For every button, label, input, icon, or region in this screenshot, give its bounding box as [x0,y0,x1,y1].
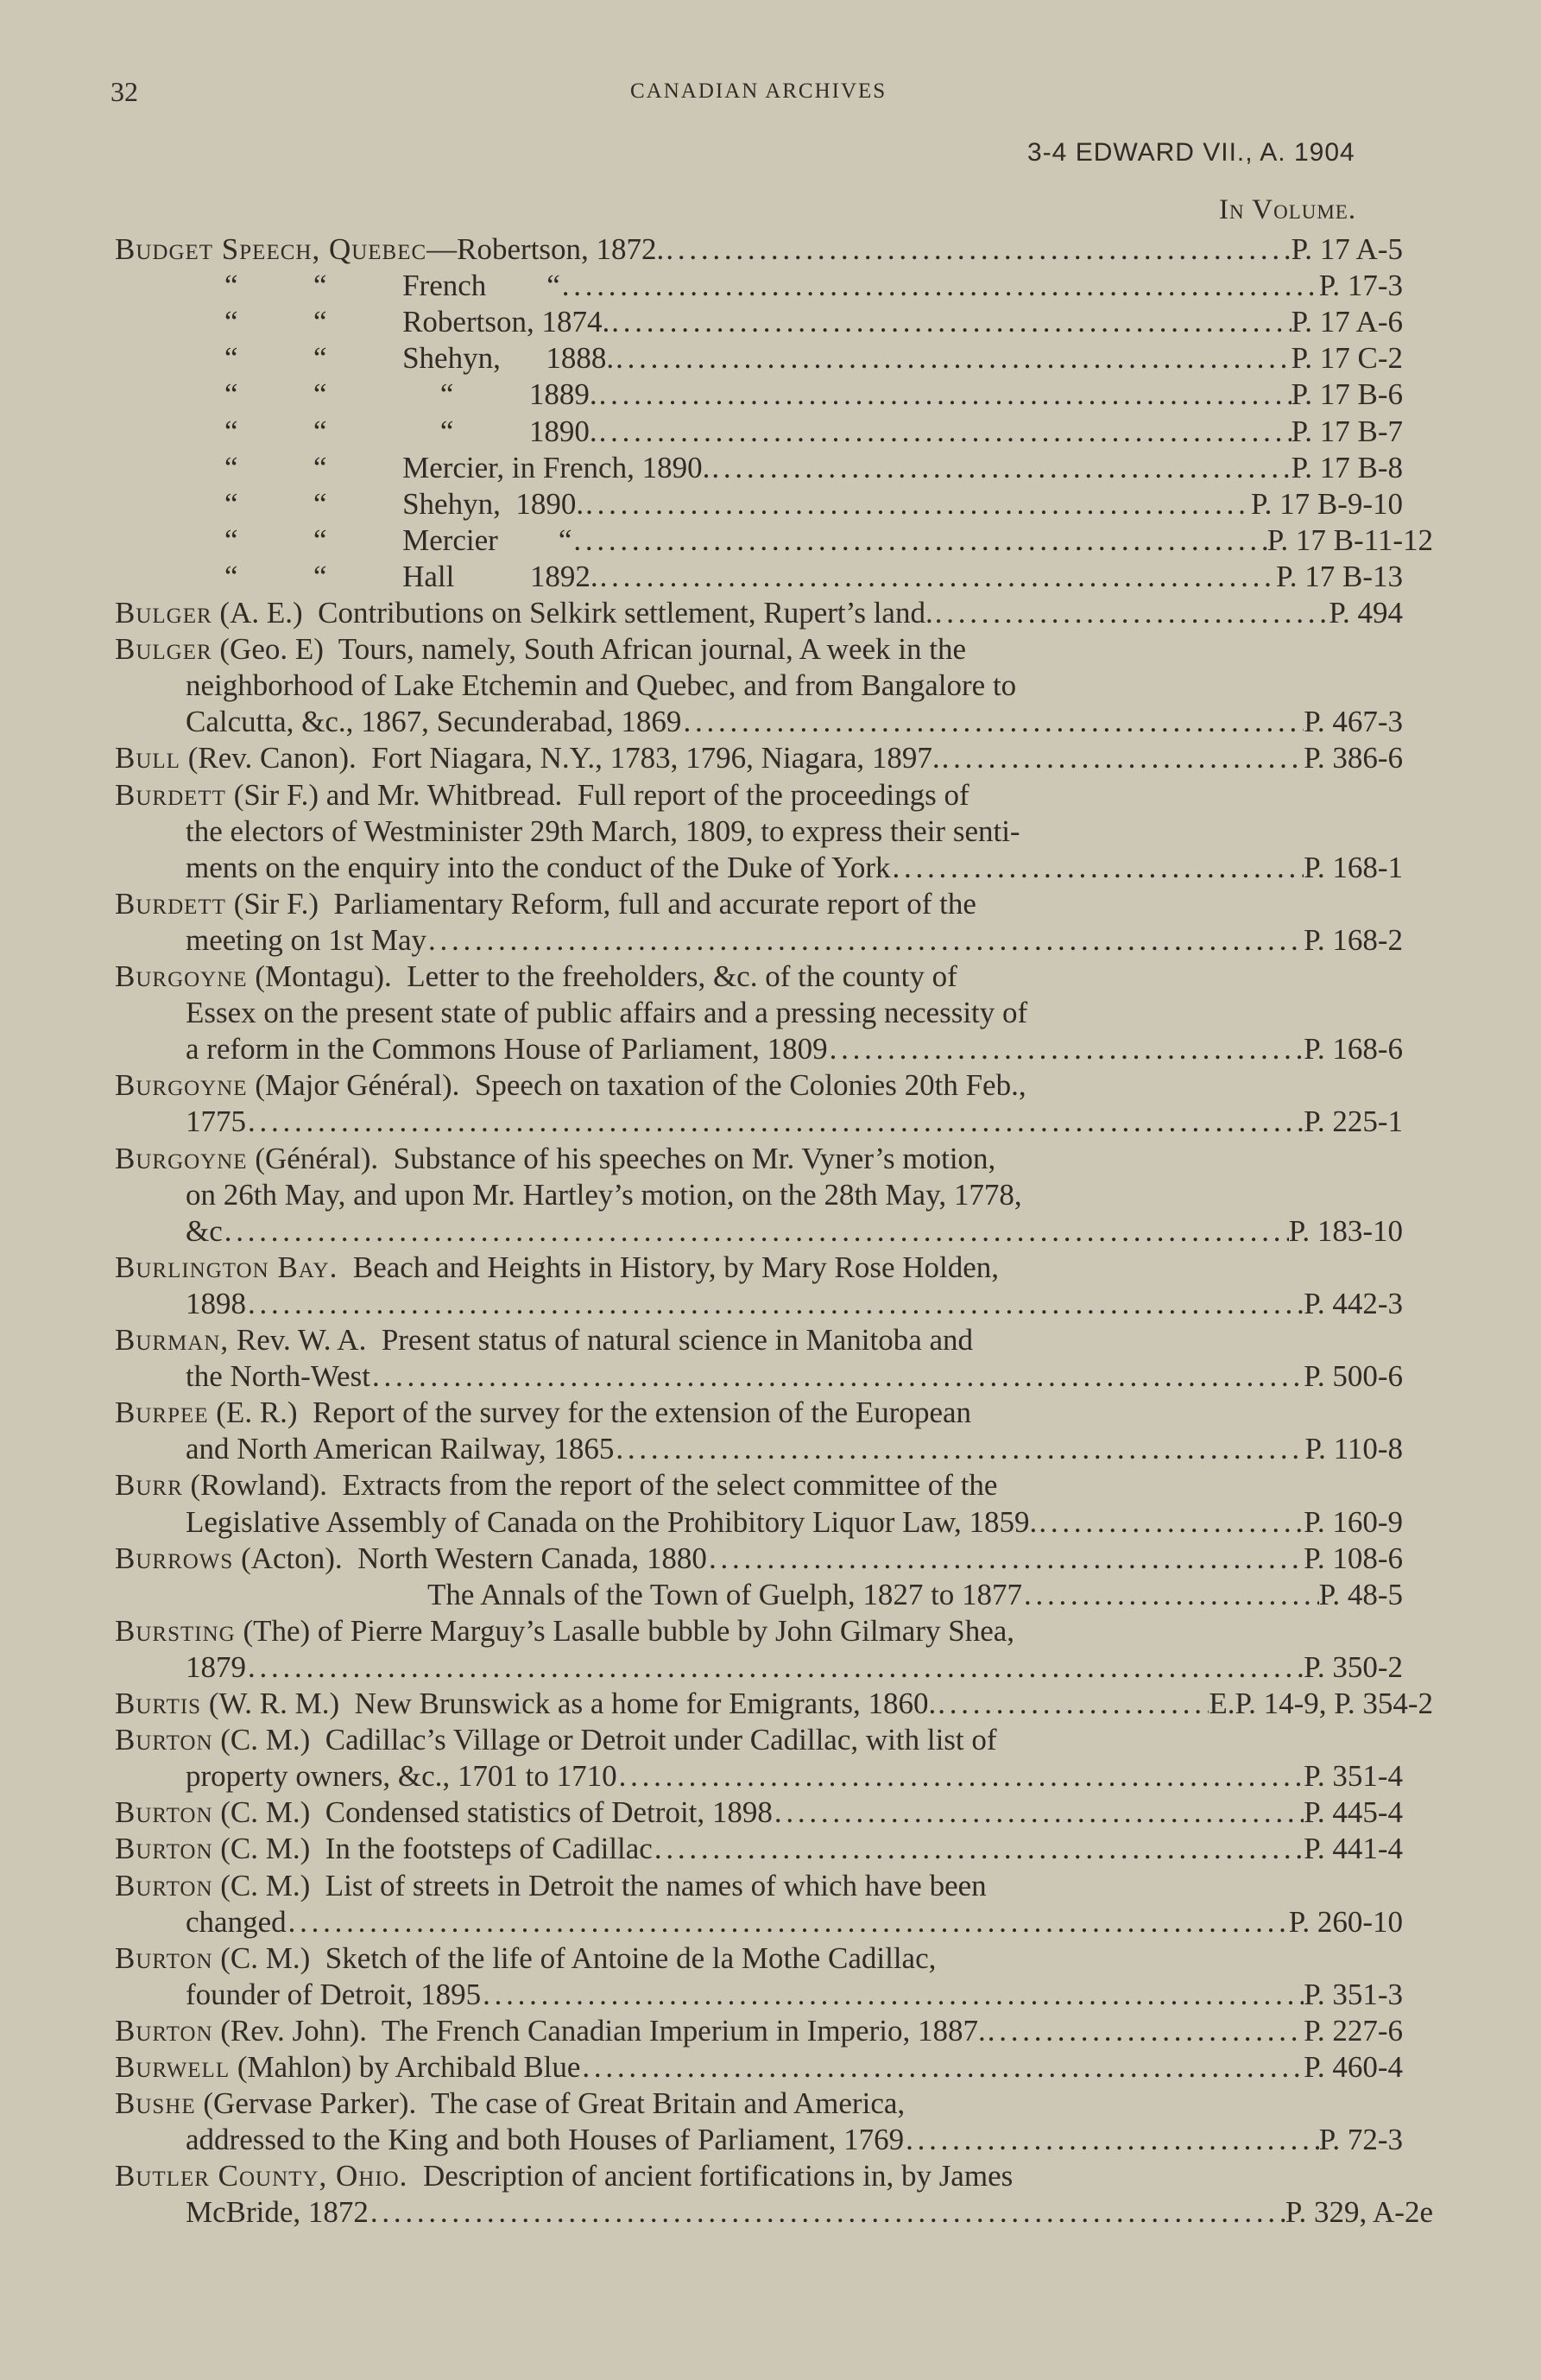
volume-reference: P. 351-4 [1304,1759,1403,1794]
index-line [186,1431,1403,1467]
index-line [224,486,1403,522]
entry-text: founder of Detroit, 1895 [186,1977,482,2011]
volume-reference: P. 48-5 [1318,1577,1403,1611]
entry-heading: Burtis [115,1687,202,1720]
index-line [224,340,1403,377]
entry-text: (A. E.) Contributions on Selkirk settlement, Rupert’s land. [212,596,933,630]
index-line [115,740,1403,776]
index-line [115,2013,1403,2049]
index-line [224,522,1433,559]
volume-reference: P. 350-2 [1304,1649,1403,1684]
entry-text: (Montagu). Letter to the freeholders, &c. of the county of [247,959,957,993]
entry-text: “ “ Shehyn, 1888. [224,341,615,376]
index-line [115,1722,997,1758]
entry-text: The Annals of the Town of Guelph, 1827 to 1877 [427,1577,1023,1611]
entry-heading: Burdett [115,886,226,921]
entry-heading: Bushe [115,2086,196,2121]
dot-leader [619,1758,1304,1794]
entry-heading: Bull [115,741,180,775]
entry-heading: Burlington Bay. [115,1250,338,1284]
volume-reference: P. 445-4 [1304,1795,1403,1830]
entry-text: (C. M.) List of streets in Detroit the names of which have been [212,1868,987,1902]
index-line [115,1467,997,1503]
entry-text: Essex on the present state of public affairs and a pressing necessity of [186,996,1028,1030]
entry-text: Description of ancient fortifications in, by James [407,2159,1014,2193]
index-line [186,1177,1022,1213]
dot-leader [988,2013,1304,2049]
volume-reference: P. 168-1 [1304,850,1403,884]
volume-reference: P. 441-4 [1304,1832,1403,1866]
entry-text: (The) of Pierre Marguy’s Lasalle bubble by John Gilmary Shea, [235,1613,1015,1648]
index-line [115,959,957,995]
entry-text: a reform in the Commons House of Parliament, 1809 [186,1032,828,1067]
dot-leader [600,559,1277,595]
entry-text: on 26th May, and upon Mr. Hartley’s motion, on the 28th May, 1778, [186,1177,1022,1212]
dot-leader [654,1831,1304,1867]
dot-leader [562,268,1319,304]
index-line [186,668,1016,704]
volume-reference: P. 17 B-13 [1276,559,1403,593]
dot-leader [248,1649,1304,1686]
dot-leader [709,1541,1304,1577]
volume-reference: P. 467-3 [1304,705,1403,739]
entry-text: Beach and Heights in History, by Mary Rose Holden, [338,1250,1000,1284]
entry-text: Legislative Assembly of Canada on the Prohibitory Liquor Law, 1859. [186,1504,1038,1539]
index-line [115,1831,1403,1867]
entry-text: 1775 [186,1105,246,1139]
dot-leader [683,704,1304,740]
entry-heading: Bulger [115,596,212,630]
index-line [186,1977,1403,2013]
session-label: 3-4 EDWARD VII., A. 1904 [1027,138,1355,167]
index-line [115,1868,987,1904]
entry-heading: Burgoyne [115,1068,248,1103]
dot-leader [288,1904,1289,1940]
entry-text: (Sir F.) Parliamentary Reform, full and accurate report of the [225,886,976,921]
entry-heading: Burwell [115,2050,231,2084]
dot-leader [428,922,1304,959]
index-line [186,1904,1403,1940]
entry-text: —Robertson, 1872. [426,232,665,266]
index-line [224,450,1403,486]
entry-text: the North-West [186,1359,370,1394]
volume-reference: P. 351-3 [1304,1977,1403,2011]
dot-leader [585,486,1251,522]
entry-text: addressed to the King and both Houses of Parliament, 1769 [186,2123,905,2157]
entry-text: “ “ “ 1889. [224,377,597,412]
dot-leader [666,231,1291,268]
index-line [186,2122,1403,2158]
index-line [186,1649,1403,1686]
dot-leader [1024,1577,1319,1613]
entry-heading: Burpee [115,1396,209,1430]
dot-leader [938,1686,1209,1722]
entry-text: (E. R.) Report of the survey for the extension of the European [208,1396,972,1430]
volume-reference: P. 17 B-8 [1291,450,1403,484]
entry-text: “ “ French “ [224,269,560,303]
dot-leader [582,2049,1304,2086]
entry-text: (Rowland). Extracts from the report of the select committee of the [182,1468,998,1503]
index-line [115,886,976,922]
index-line [186,1358,1403,1395]
volume-reference: P. 110-8 [1304,1432,1403,1466]
entry-heading: Burton [115,1940,213,1975]
dot-leader [599,377,1292,413]
volume-reference: P. 72-3 [1318,2123,1403,2157]
index-line [224,559,1403,595]
entry-text: (C. M.) In the footsteps of Cadillac [212,1832,653,1866]
index-line [224,304,1403,340]
volume-reference: P. 17 B-7 [1291,414,1403,448]
index-line [115,1067,1026,1104]
dot-leader [224,1213,1289,1250]
volume-reference: P. 183-10 [1288,1213,1403,1248]
dot-leader [483,1977,1304,2013]
volume-reference: P. 17 B-6 [1291,377,1403,412]
dot-leader [935,595,1329,631]
dot-leader [774,1794,1304,1831]
entry-text: “ “ Mercier, in French, 1890. [224,450,711,484]
volume-reference: P. 17 B-9-10 [1251,486,1403,521]
dot-leader [711,450,1291,486]
index-line [186,850,1403,886]
entry-heading: Burgoyne [115,1141,248,1175]
dot-leader [893,850,1304,886]
index-line [115,2086,905,2122]
volume-reference: P. 17 C-2 [1291,341,1403,376]
entry-text: “ “ Hall 1892. [224,559,598,593]
entry-text: 1898 [186,1286,246,1320]
entry-heading: Burton [115,2013,213,2048]
running-title: CANADIAN ARCHIVES [630,79,887,103]
volume-reference: P. 494 [1329,596,1403,630]
entry-text: “ “ Mercier “ [224,522,572,557]
dot-leader [616,1431,1304,1467]
entry-text: 1879 [186,1649,246,1684]
entry-text: Calcutta, &c., 1867, Secunderabad, 1869 [186,705,682,739]
volume-reference: P. 160-9 [1304,1504,1403,1539]
entry-text: McBride, 1872 [186,2195,369,2230]
entry-heading: Burton [115,1795,213,1830]
entry-heading: Budget Speech, Quebec [115,232,427,266]
index-line [186,813,1020,850]
dot-leader [611,304,1291,340]
volume-reference: P. 225-1 [1304,1105,1403,1139]
page-number: 32 [111,76,138,107]
index-line [224,377,1403,413]
index-line [115,1250,999,1286]
entry-text: (C. M.) Condensed statistics of Detroit, 1898 [212,1795,773,1830]
index-line [427,1577,1403,1613]
volume-reference: P. 460-4 [1304,2050,1403,2084]
index-line [115,1322,973,1358]
volume-reference: E.P. 14-9, P. 354-2 [1209,1687,1433,1720]
index-line [224,414,1403,450]
index-line [186,1104,1403,1140]
volume-reference: P. 17 B-11-12 [1266,522,1433,557]
index-line [224,268,1403,304]
entry-heading: Bulger [115,632,212,667]
index-line [115,1395,971,1431]
index-line [186,2194,1433,2231]
volume-reference: P. 386-6 [1304,741,1403,775]
index-line [115,595,1403,631]
entry-text: (C. M.) Cadillac’s Village or Detroit under Cadillac, with list of [212,1723,997,1757]
volume-reference: P. 17 A-5 [1291,232,1403,266]
entry-text: (Général). Substance of his speeches on Mr. Vyner’s motion, [247,1141,996,1175]
entry-text: property owners, &c., 1701 to 1710 [186,1759,617,1794]
volume-reference: P. 108-6 [1304,1541,1403,1575]
dot-leader [248,1286,1304,1322]
index-line [115,1686,1433,1722]
entry-text: Rev. W. A. Present status of natural science in Manitoba and [229,1323,974,1357]
dot-leader [906,2122,1319,2158]
dot-leader [599,414,1292,450]
dot-leader [573,522,1266,559]
index-line [186,704,1403,740]
index-line [115,631,966,668]
index-line [186,1286,1403,1322]
entry-text: (Sir F.) and Mr. Whitbread. Full report of the proceedings of [225,777,969,812]
entry-heading: Burdett [115,777,226,812]
dot-leader [248,1104,1304,1140]
entry-text: (Major Général). Speech on taxation of the Colonies 20th Feb., [247,1068,1026,1103]
entry-text: changed [186,1904,287,1939]
entry-heading: Burrows [115,1541,234,1575]
entry-text: “ “ Robertson, 1874. [224,305,610,339]
dot-leader [370,2194,1285,2231]
entry-heading: Burton [115,1723,213,1757]
entry-text: the electors of Westminister 29th March, 1809, to express their senti- [186,813,1020,848]
index-line [115,1940,936,1977]
index-line [115,231,1403,268]
volume-reference: P. 260-10 [1288,1904,1403,1939]
index-line [186,995,1027,1031]
dot-leader [942,740,1304,776]
dot-leader [1039,1504,1304,1541]
index-line [186,1031,1403,1067]
column-heading: In Volume. [1219,194,1357,225]
index-line [186,1213,1403,1250]
volume-reference: P. 168-2 [1304,922,1403,957]
entry-text: (C. M.) Sketch of the life of Antoine de la Mothe Cadillac, [212,1940,937,1975]
entry-text: “ “ “ 1890. [224,414,597,448]
index-line [115,1613,1014,1649]
entry-text: (Mahlon) by Archibald Blue [230,2050,581,2084]
entry-heading: Burton [115,1868,213,1902]
index-line [186,922,1403,959]
volume-reference: P. 17 A-6 [1291,305,1403,339]
entry-heading: Bursting [115,1613,236,1648]
entry-heading: Burgoyne [115,959,248,993]
entry-heading: Burr [115,1468,183,1503]
index-line [115,1794,1403,1831]
entry-text: (Acton). North Western Canada, 1880 [233,1541,707,1575]
index-line [115,1141,995,1177]
volume-reference: P. 17-3 [1318,269,1403,303]
dot-leader [830,1031,1304,1067]
dot-leader [616,340,1292,377]
entry-text: ments on the enquiry into the conduct of the Duke of York [186,850,891,884]
volume-reference: P. 329, A-2e [1285,2195,1433,2230]
index-line [115,777,969,813]
entry-text: (Rev. Canon). Fort Niagara, N.Y., 1783, 1796, Niagara, 1897. [180,741,940,775]
entry-text: and North American Railway, 1865 [186,1432,615,1466]
volume-reference: P. 227-6 [1304,2013,1403,2048]
entry-text: &c [186,1213,223,1248]
index-line [186,1504,1403,1541]
index-line [115,2049,1403,2086]
volume-reference: P. 168-6 [1304,1032,1403,1067]
volume-reference: P. 500-6 [1304,1359,1403,1394]
entry-heading: Butler County, Ohio. [115,2159,408,2193]
entry-text: (Geo. E) Tours, namely, South African journal, A week in the [212,632,967,667]
index-line [115,1541,1403,1577]
entry-text: (Rev. John). The French Canadian Imperium in Imperio, 1887. [212,2013,986,2048]
entry-text: neighborhood of Lake Etchemin and Quebec, and from Bangalore to [186,668,1017,703]
index-line [186,1758,1403,1794]
entry-heading: Burman, [115,1323,230,1357]
index-line [115,2158,1013,2194]
entry-text: meeting on 1st May [186,922,426,957]
dot-leader [372,1358,1304,1395]
volume-reference: P. 442-3 [1304,1286,1403,1320]
entry-heading: Burton [115,1832,213,1866]
entry-text: “ “ Shehyn, 1890. [224,486,584,521]
entry-text: (W. R. M.) New Brunswick as a home for Emigrants, 1860. [201,1687,937,1720]
entry-text: (Gervase Parker). The case of Great Britain and America, [195,2086,906,2121]
